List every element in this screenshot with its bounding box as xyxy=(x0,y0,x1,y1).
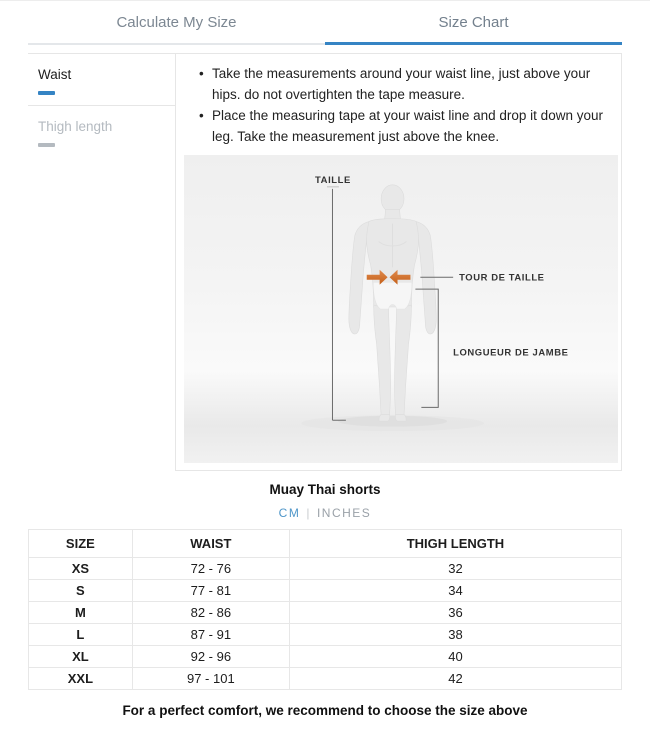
sidebar-item-label: Thigh length xyxy=(38,119,113,134)
floor-shadow-inner xyxy=(338,416,447,427)
waist-value: 82 - 86 xyxy=(132,602,289,624)
size-value: XS xyxy=(29,558,133,580)
instructions-content xyxy=(176,54,622,471)
table-row xyxy=(29,624,622,646)
waist-value: 97 - 101 xyxy=(132,668,289,690)
thigh-value: 34 xyxy=(289,580,621,602)
recommendation-note: For a perfect comfort, we recommend to choose the size above xyxy=(122,703,528,718)
tab-bar xyxy=(28,14,622,45)
size-value: XL xyxy=(29,646,133,668)
size-value: XXL xyxy=(29,668,133,690)
longueur-de-jambe-annotation xyxy=(415,289,568,407)
tab-size-chart[interactable] xyxy=(325,14,622,45)
table-row xyxy=(29,602,622,624)
unit-toggle-cm[interactable]: CM xyxy=(278,506,301,520)
tab-label: Size Chart xyxy=(438,14,509,31)
unit-toggle xyxy=(0,506,650,520)
waist-value: 77 - 81 xyxy=(132,580,289,602)
size-value: M xyxy=(29,602,133,624)
table-header-row xyxy=(29,530,622,558)
table-row xyxy=(29,668,622,690)
header-waist: WAIST xyxy=(132,530,289,558)
table-row xyxy=(29,558,622,580)
instruction-item: • Place the measuring tape at your waist line and drop it down your leg. Take the measurement just above the knee. xyxy=(198,105,607,147)
size-table xyxy=(28,529,622,690)
product-caption: Muay Thai shorts xyxy=(269,482,381,497)
sidebar-item-waist[interactable] xyxy=(28,54,175,106)
waist-value: 92 - 96 xyxy=(132,646,289,668)
thigh-value: 36 xyxy=(289,602,621,624)
sidebar-item-thigh-length[interactable] xyxy=(28,106,175,157)
inactive-indicator-bar xyxy=(38,143,55,147)
thigh-value: 40 xyxy=(289,646,621,668)
waist-value: 72 - 76 xyxy=(132,558,289,580)
size-value: S xyxy=(29,580,133,602)
instruction-list xyxy=(198,63,607,147)
table-row xyxy=(29,646,622,668)
tour-de-taille-annotation xyxy=(420,272,544,283)
waist-value: 87 - 91 xyxy=(132,624,289,646)
header-thigh-length: THIGH LENGTH xyxy=(289,530,621,558)
measurement-diagram xyxy=(184,155,618,463)
measurement-sidebar xyxy=(28,54,176,471)
thigh-value: 42 xyxy=(289,668,621,690)
thigh-value: 32 xyxy=(289,558,621,580)
active-indicator-bar xyxy=(38,91,55,95)
size-value: L xyxy=(29,624,133,646)
unit-toggle-inches[interactable]: INCHES xyxy=(316,506,372,520)
taille-annotation xyxy=(315,174,351,420)
tab-label: Calculate My Size xyxy=(116,14,237,31)
unit-separator: | xyxy=(306,506,311,520)
sidebar-item-label: Waist xyxy=(38,67,72,82)
table-row xyxy=(29,580,622,602)
instruction-item: • Take the measurements around your waist line, just above your hips. do not overtighten the tape measure. xyxy=(198,63,607,105)
tour-de-taille-label: TOUR DE TAILLE xyxy=(459,271,545,283)
header-size: SIZE xyxy=(29,530,133,558)
thigh-value: 38 xyxy=(289,624,621,646)
taille-label: TAILLE xyxy=(315,173,351,185)
tab-calculate-my-size[interactable] xyxy=(28,14,325,45)
mannequin-diagram-image xyxy=(184,155,618,463)
longueur-de-jambe-label: LONGUEUR DE JAMBE xyxy=(453,346,569,358)
size-chart-panel xyxy=(28,53,622,471)
